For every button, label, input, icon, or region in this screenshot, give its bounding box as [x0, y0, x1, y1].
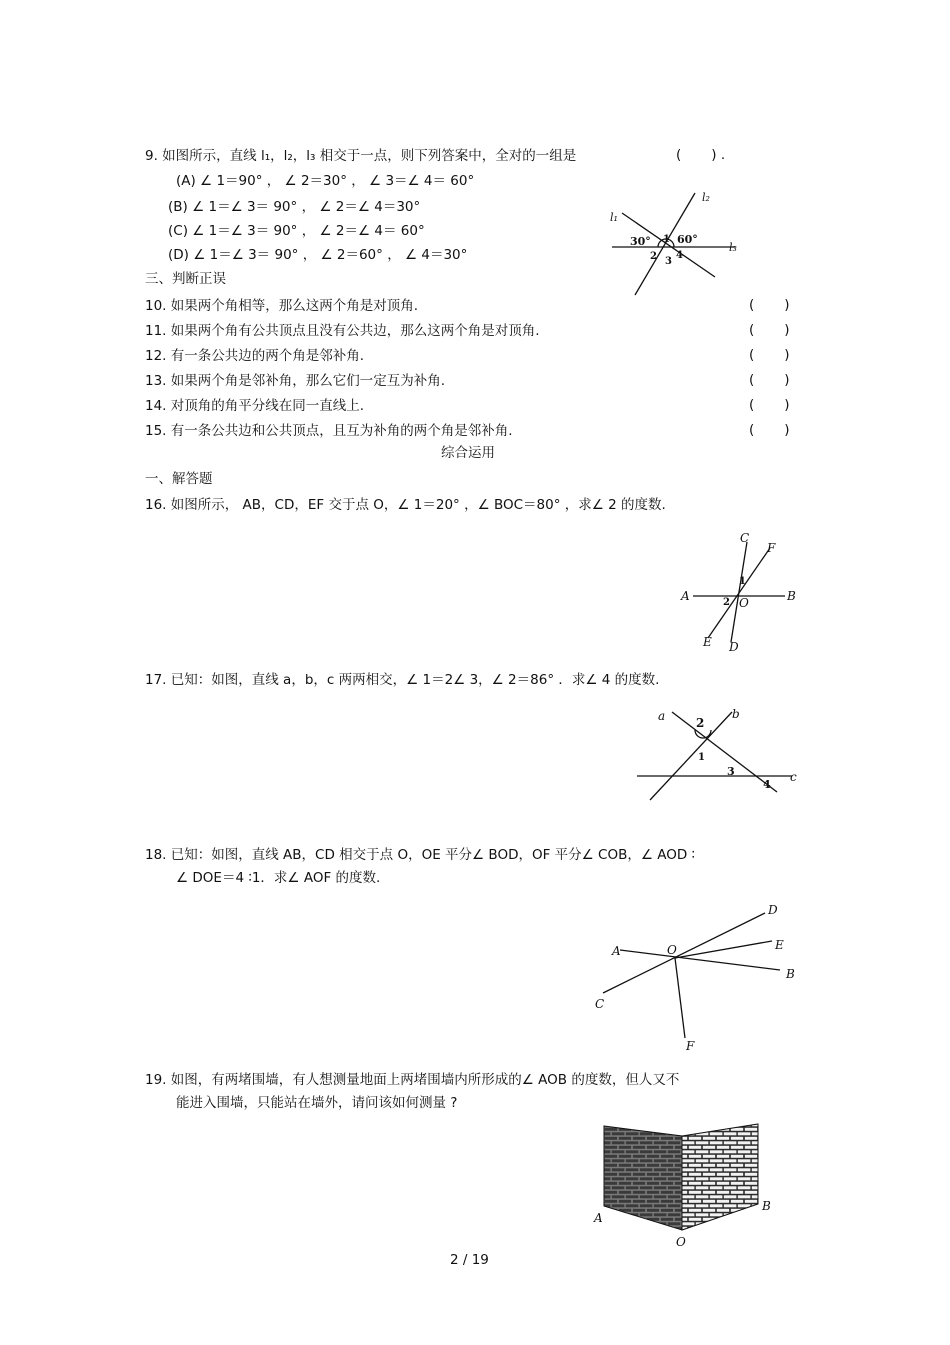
q16-label-1: 1 [739, 576, 746, 587]
q13-text: 13. 如果两个角是邻补角，那么它们一定互为补角. [145, 373, 446, 389]
q17-label-b: b [732, 707, 740, 721]
q9-stem: 9. 如图所示，直线 l₁，l₂，l₃ 相交于一点，则下列答案中，全对的一组是 [145, 148, 577, 164]
q9-label-l2: l₂ [702, 191, 710, 204]
q9-label-2: 2 [650, 251, 657, 262]
q9-option-a: (A) ∠ 1＝90° ， ∠ 2＝30° ， ∠ 3＝∠ 4＝ 60° [176, 173, 475, 189]
q18-label-f: F [686, 1039, 695, 1053]
q18-label-d: D [768, 903, 778, 917]
q9-option-c: (C) ∠ 1＝∠ 3＝ 90° ， ∠ 2＝∠ 4＝ 60° [168, 223, 425, 239]
q9-option-b: (B) ∠ 1＝∠ 3＝ 90° ， ∠ 2＝∠ 4＝30° [168, 199, 421, 215]
q18-label-b: B [786, 967, 795, 981]
q18-line1: 18. 已知：如图，直线 AB，CD 相交于点 O，OE 平分∠ BOD，OF 平分∠ COB，∠ AOD ∶ [145, 847, 696, 863]
q17-figure [632, 700, 807, 805]
q9-label-4: 4 [676, 250, 683, 261]
q11-text: 11. 如果两个角有公共顶点且没有公共边，那么这两个角是对顶角. [145, 323, 540, 339]
q16-label-a: A [681, 589, 690, 603]
q17-label-1: 1 [698, 752, 705, 763]
q16-text: 16. 如图所示， AB，CD，EF 交于点 O，∠ 1＝20° ，∠ BOC＝80° ，求∠ 2 的度数. [145, 497, 666, 513]
q16-line-ef [708, 548, 770, 638]
q18-line-cd [603, 913, 765, 993]
q16-label-o: O [739, 596, 749, 610]
q16-label-d: D [729, 640, 739, 654]
q19-wall-right [682, 1124, 758, 1230]
q19-label-a: A [594, 1211, 603, 1225]
q15-paren: ( ) [749, 422, 790, 438]
q17-label-3: 3 [727, 765, 735, 778]
q16-label-e: E [703, 635, 712, 649]
q15-text: 15. 有一条公共边和公共顶点，且互为补角的两个角是邻补角. [145, 423, 513, 439]
q17-label-4: 4 [763, 778, 771, 791]
q9-label-60: 60° [677, 233, 698, 246]
q17-line-a [672, 712, 777, 792]
q19-label-o: O [676, 1235, 686, 1249]
q17-label-2: 2 [696, 716, 705, 730]
section3-heading: 三、判断正误 [145, 271, 226, 287]
q17-label-a: a [658, 709, 666, 723]
q18-label-e: E [775, 938, 784, 952]
q19-line1: 19. 如图，有两堵围墙，有人想测量地面上两堵围墙内所形成的∠ AOB 的度数，但人又不 [145, 1072, 680, 1088]
q11-paren: ( ) [749, 322, 790, 338]
q17-line-b [650, 712, 732, 800]
q19-label-b: B [762, 1199, 771, 1213]
q19-line2: 能进入围墙，只能站在墙外，请问该如何测量 ? [176, 1095, 458, 1111]
q18-label-a: A [612, 944, 621, 958]
q9-option-d: (D) ∠ 1＝∠ 3＝ 90° ， ∠ 2＝60° ， ∠ 4＝30° [168, 247, 468, 263]
q16-label-f: F [767, 541, 776, 555]
q18-figure [590, 898, 805, 1053]
q17-label-c: c [790, 770, 797, 784]
answer-section-heading: 一、解答题 [145, 471, 213, 487]
q12-text: 12. 有一条公共边的两个角是邻补角. [145, 348, 365, 364]
q19-wall-left [604, 1126, 682, 1230]
q17-text: 17. 已知：如图，直线 a，b，c 两两相交，∠ 1＝2∠ 3，∠ 2＝86° ．求∠ 4 的度数. [145, 672, 660, 688]
q9-label-l1: l₁ [610, 211, 618, 224]
q13-paren: ( ) [749, 372, 790, 388]
q9-label-3: 3 [665, 256, 672, 267]
q12-paren: ( ) [749, 347, 790, 363]
q9-answer-paren: ( ) . [676, 147, 726, 163]
q9-label-30: 30° [630, 235, 651, 248]
q10-paren: ( ) [749, 297, 790, 313]
q16-figure [675, 530, 810, 655]
q18-ray-oe [675, 941, 772, 958]
page-number: 2 / 19 [450, 1252, 489, 1268]
q9-label-1: 1 [663, 234, 670, 245]
q14-paren: ( ) [749, 397, 790, 413]
q18-ray-of [675, 958, 685, 1038]
q9-label-l3: l₃ [729, 241, 737, 254]
q18-label-o: O [667, 943, 677, 957]
q18-label-c: C [595, 997, 605, 1011]
q9-figure [600, 185, 750, 300]
q10-text: 10. 如果两个角相等，那么这两个角是对顶角. [145, 298, 419, 314]
q14-text: 14. 对顶角的角平分线在同一直线上. [145, 398, 365, 414]
q16-label-c: C [740, 531, 750, 545]
comprehensive-title: 综合运用 [441, 445, 495, 461]
q18-line2: ∠ DOE＝4 ∶1．求∠ AOF 的度数. [176, 870, 381, 886]
q16-label-b: B [787, 589, 796, 603]
q16-label-2: 2 [723, 597, 730, 608]
q19-wall-figure [590, 1118, 780, 1253]
